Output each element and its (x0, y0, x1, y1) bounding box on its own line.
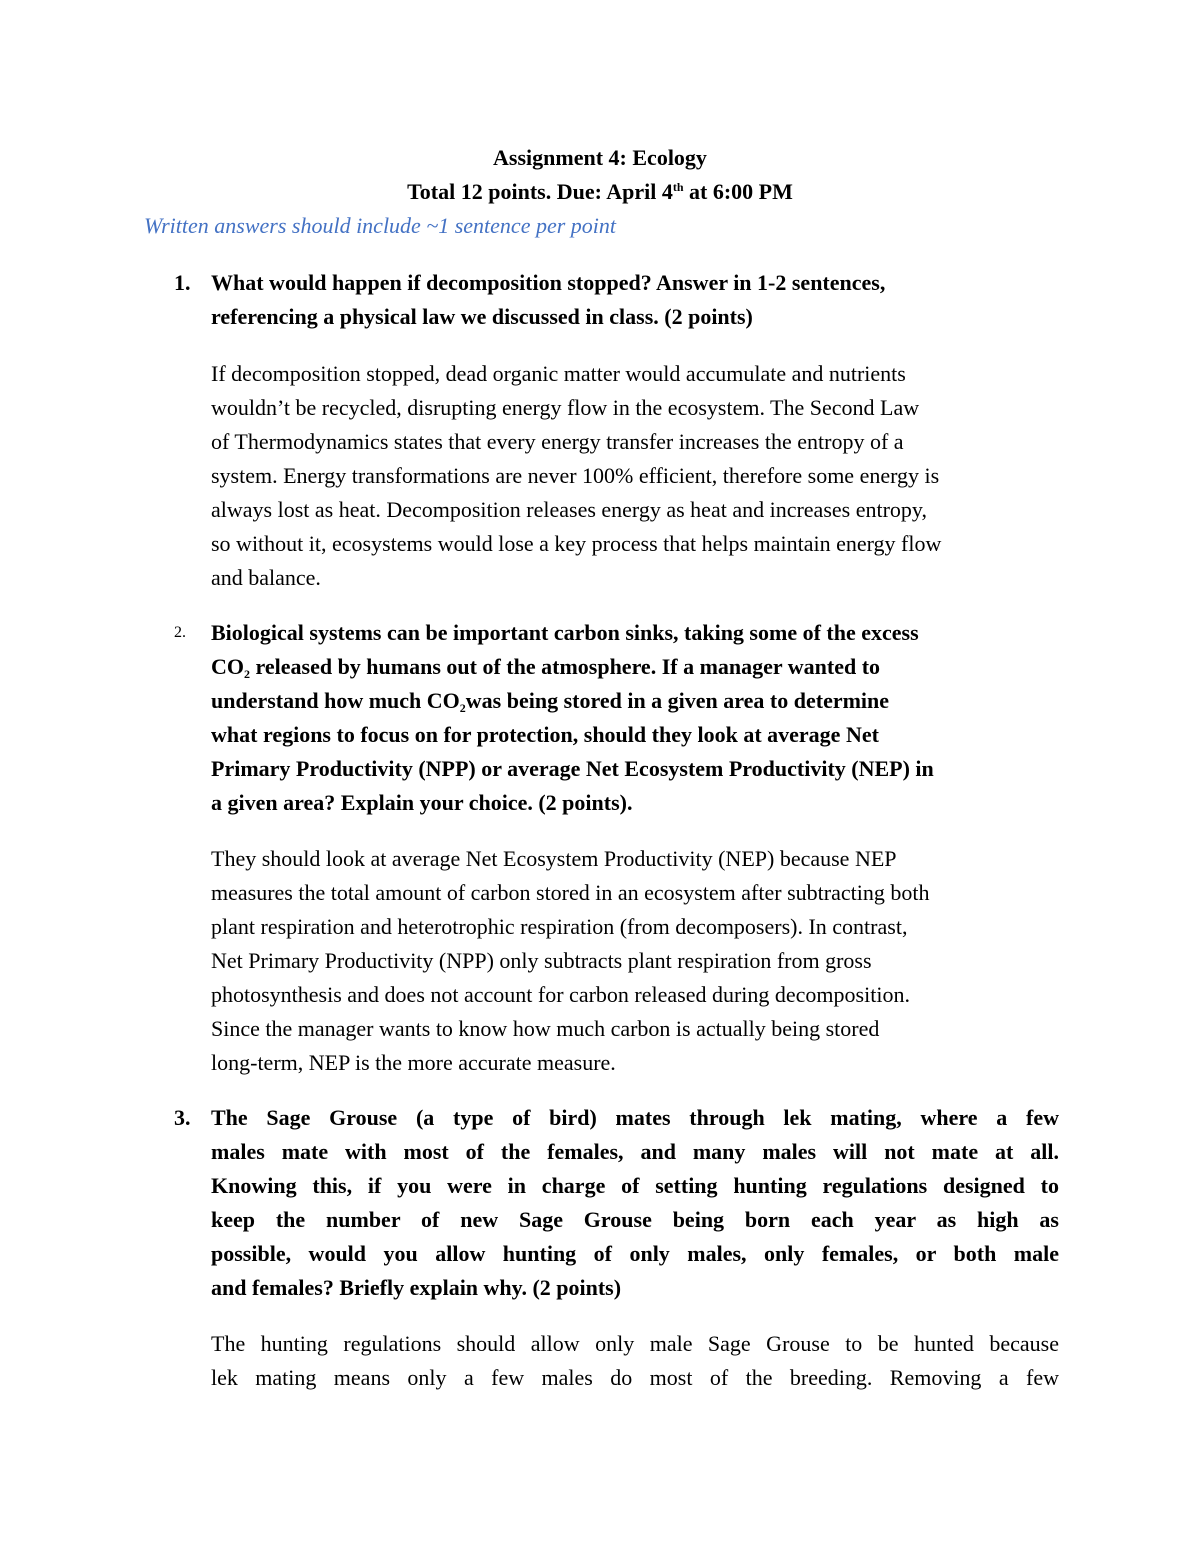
answer-3-line: lek mating means only a few males do most of the breeding. Removing a few (211, 1365, 1059, 1390)
answer-2-line: plant respiration and heterotrophic respiration (from decomposers). In contrast, (211, 914, 908, 939)
question-2-number: 2. (174, 624, 186, 641)
question-3-number: 3. (174, 1105, 191, 1130)
question-1-number: 1. (174, 270, 191, 295)
answer-1-line: and balance. (211, 565, 321, 590)
subtitle-text: Total 12 points. Due: April 4 (407, 179, 673, 204)
question-2-line: what regions to focus on for protection, should they look at average Net (211, 722, 879, 747)
question-2-line: Biological systems can be important carbon sinks, taking some of the excess (211, 620, 919, 645)
assignment-title: Assignment 4: Ecology (493, 145, 707, 170)
question-2-text (211, 616, 1059, 820)
question-2-line-rest: released by humans out of the atmosphere. If a manager wanted to (250, 654, 881, 679)
answer-1-line: If decomposition stopped, dead organic matter would accumulate and nutrients (211, 361, 906, 386)
answer-2-line: photosynthesis and does not account for carbon released during decomposition. (211, 982, 910, 1007)
answer-2-line: Since the manager wants to know how much carbon is actually being stored (211, 1016, 880, 1041)
answer-2-text (211, 842, 1059, 1080)
answer-1-line: wouldn’t be recycled, disrupting energy flow in the ecosystem. The Second Law (211, 395, 920, 420)
answer-2-line: Net Primary Productivity (NPP) only subtracts plant respiration from gross (211, 948, 872, 973)
question-2-line (211, 650, 1059, 684)
co2-text: understand how much CO (211, 688, 460, 713)
instruction-note: Written answers should include ~1 sentence per point (144, 213, 617, 238)
subtitle-time: at 6:00 PM (683, 179, 793, 204)
answer-2-line: They should look at average Net Ecosystem Productivity (NEP) because NEP (211, 846, 897, 871)
co2-subscript: 2 (459, 701, 466, 715)
question-1-line: What would happen if decomposition stopped? Answer in 1-2 sentences, (211, 270, 886, 295)
question-3-line: possible, would you allow hunting of only males, only females, or both male (211, 1241, 1059, 1266)
answer-1-line: always lost as heat. Decomposition releases energy as heat and increases entropy, (211, 497, 927, 522)
question-3-line: and females? Briefly explain why. (2 points) (211, 1275, 622, 1300)
assignment-subtitle (0, 176, 1200, 208)
answer-2-line: long-term, NEP is the more accurate measure. (211, 1050, 616, 1075)
question-2-line-rest: was being stored in a given area to determine (465, 688, 890, 713)
question-3-line: keep the number of new Sage Grouse being born each year as high as (211, 1207, 1059, 1232)
question-1-text (211, 266, 1059, 334)
answer-1-line: so without it, ecosystems would lose a key process that helps maintain energy flow (211, 531, 942, 556)
answer-1-text (211, 357, 1059, 595)
subtitle-superscript: th (672, 180, 684, 194)
question-3-text (211, 1101, 1059, 1305)
answer-3-text (211, 1327, 1059, 1395)
co2-text: CO (211, 654, 244, 679)
question-1-line: referencing a physical law we discussed in class. (2 points) (211, 304, 753, 329)
answer-3-line: The hunting regulations should allow only male Sage Grouse to be hunted because (211, 1331, 1059, 1356)
question-3-line: males mate with most of the females, and many males will not mate at all. (211, 1139, 1059, 1164)
answer-1-line: system. Energy transformations are never 100% efficient, therefore some energy is (211, 463, 940, 488)
question-2-line: Primary Productivity (NPP) or average Net Ecosystem Productivity (NEP) in (211, 756, 934, 781)
question-3-line: The Sage Grouse (a type of bird) mates through lek mating, where a few (211, 1105, 1059, 1130)
co2-subscript: 2 (244, 667, 250, 681)
question-2-line: a given area? Explain your choice. (2 points). (211, 790, 633, 815)
question-3-line: Knowing this, if you were in charge of setting hunting regulations designed to (211, 1173, 1059, 1198)
answer-2-line: measures the total amount of carbon stored in an ecosystem after subtracting both (211, 880, 930, 905)
answer-1-line: of Thermodynamics states that every energy transfer increases the entropy of a (211, 429, 904, 454)
question-2-line (211, 684, 1059, 718)
